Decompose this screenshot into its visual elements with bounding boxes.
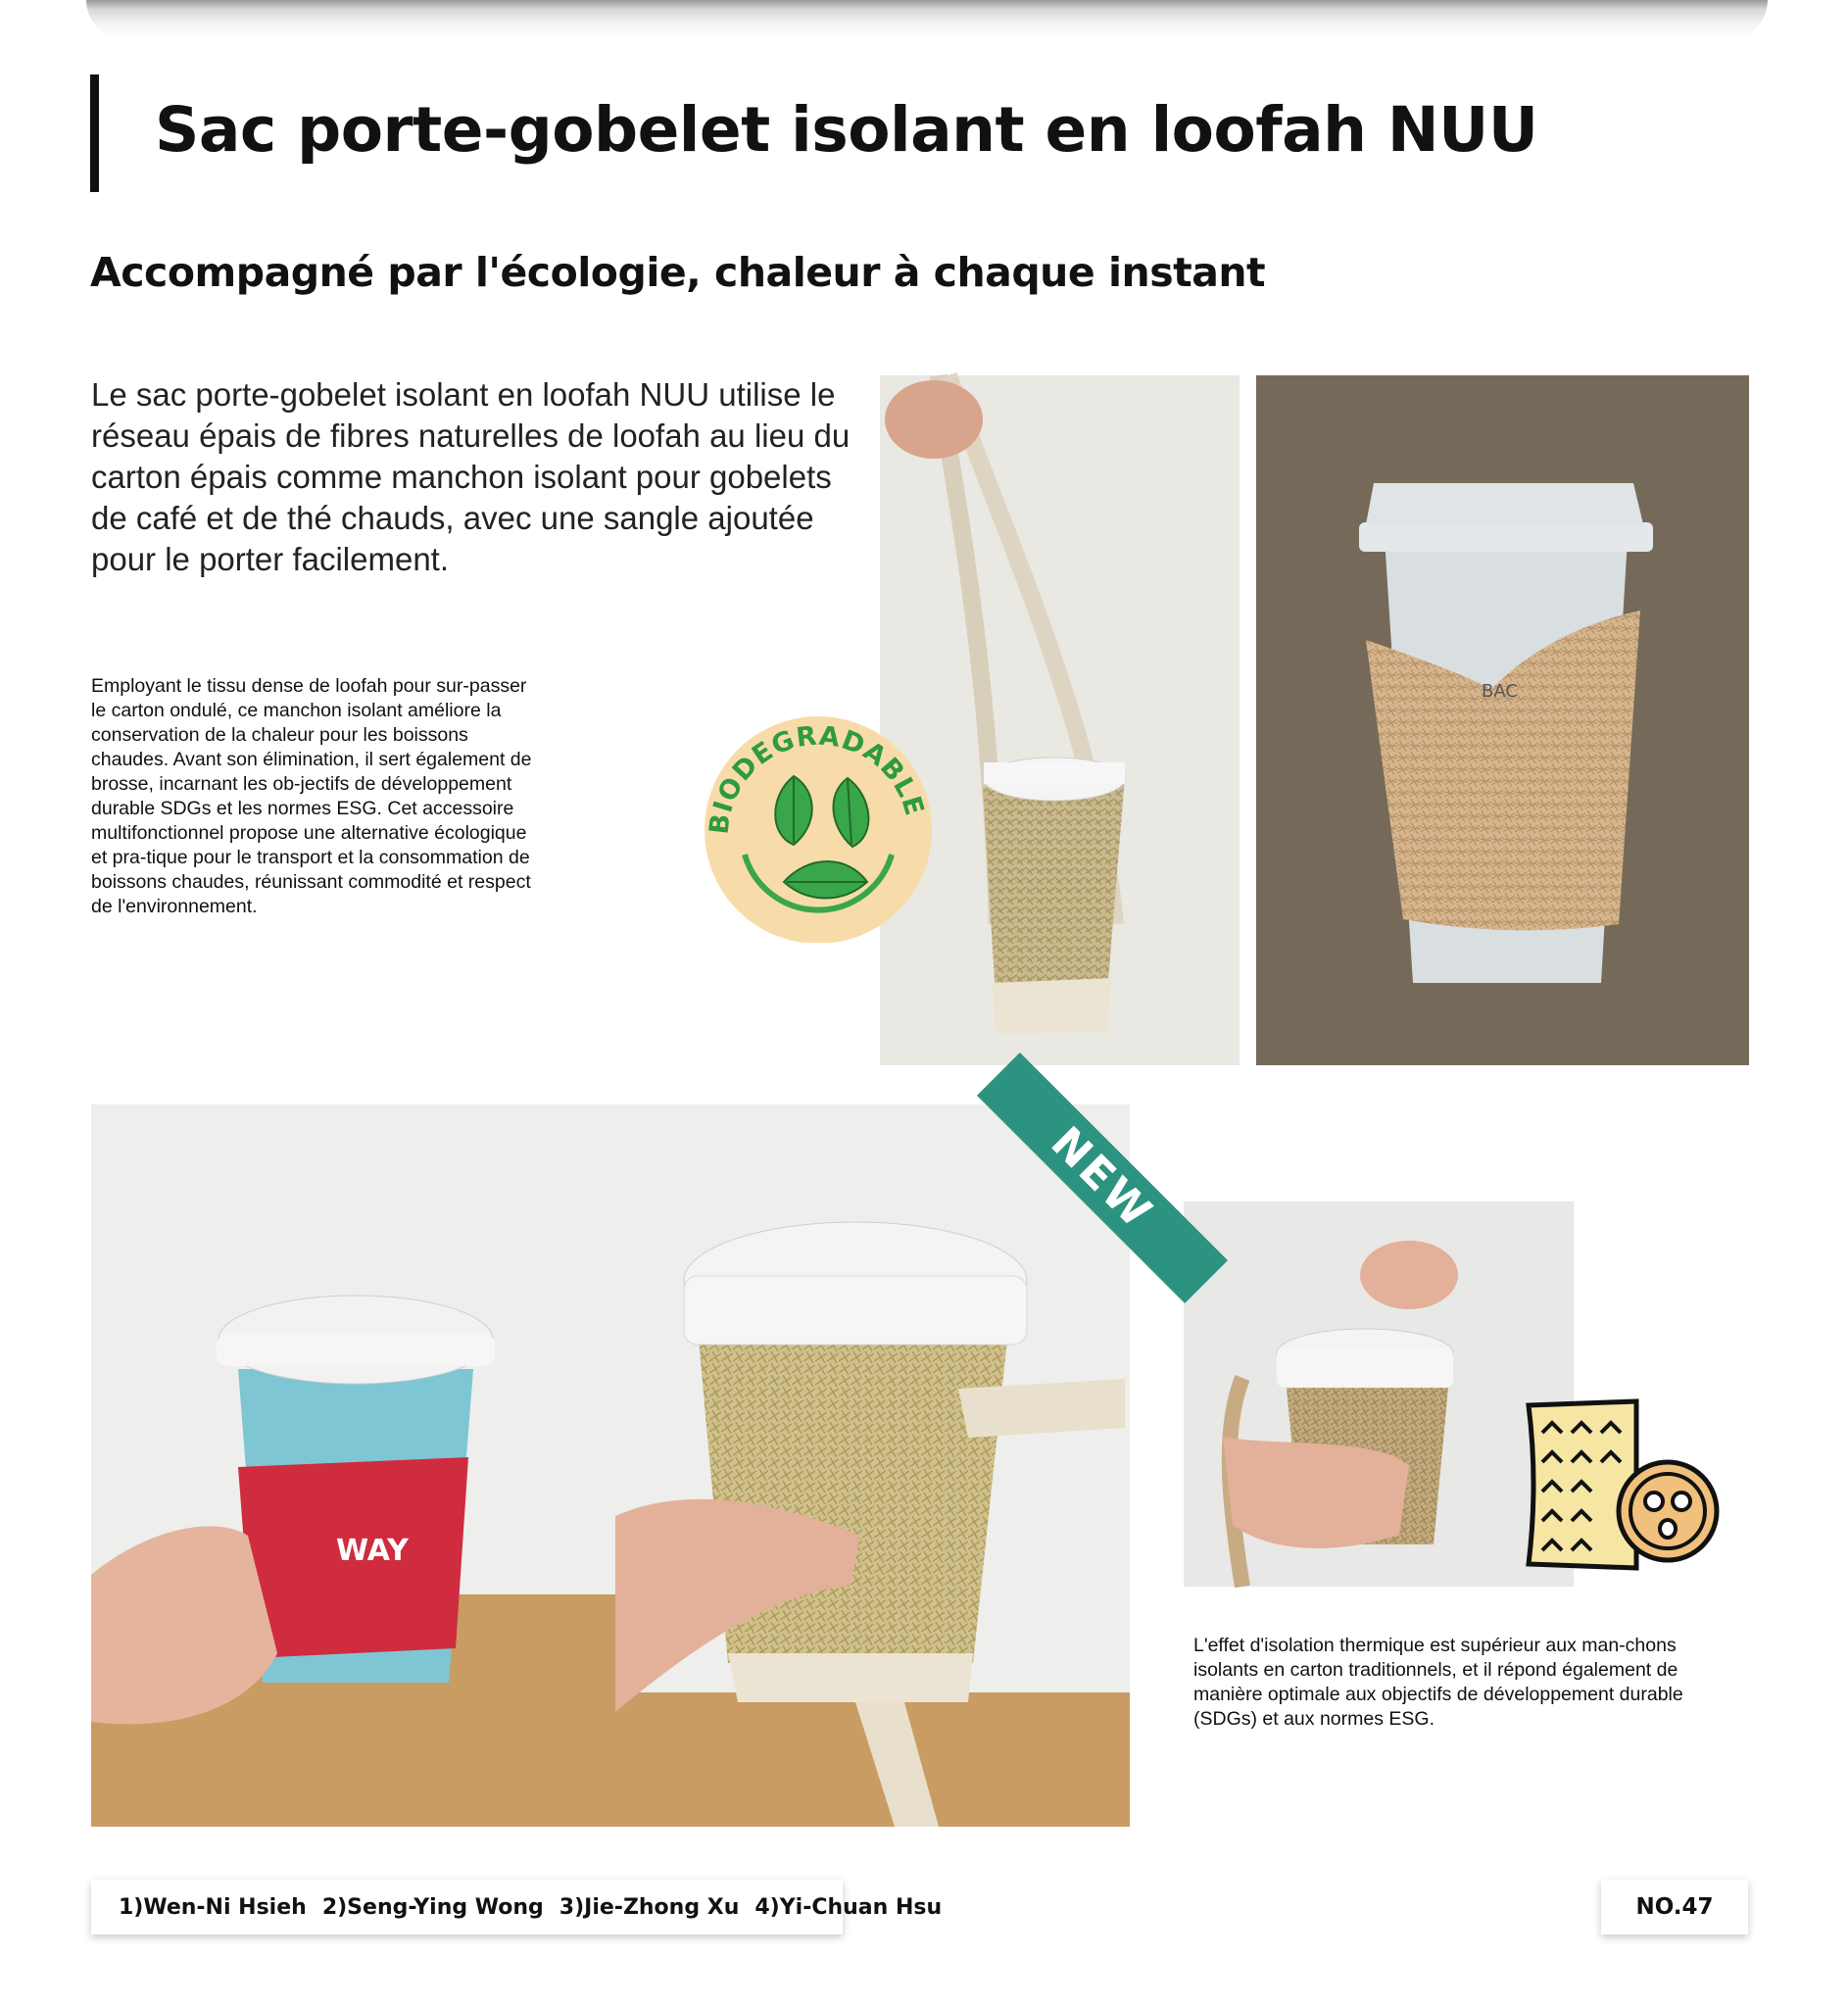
biodegradable-text: BIODEGRADABLE — [704, 720, 930, 836]
page-title: Sac porte-gobelet isolant en loofah NUU — [155, 94, 1538, 166]
body-paragraph: Employant le tissu dense de loofah pour sur-passer le carton ondulé, ce manchon isolant améliore la conservation de la chaleur pour les boissons chaudes. Avant son élimination, il sert également de brosse, incarnant les ob-jectifs de développement durable SDGs et les normes ESG. Cet accessoire multifonctionnel propose une alternative écologique et pra-tique pour le transport et la consommation de boissons chaudes, réunissant commodité et respect de l'environnement. — [91, 675, 532, 917]
credit-author-4: 4)Yi-Chuan Hsu — [754, 1894, 943, 1920]
photo-cardboard-sleeve — [91, 1104, 615, 1827]
credit-author-3: 3)Jie-Zhong Xu — [559, 1894, 740, 1920]
loofah-sponge-icon — [1521, 1395, 1722, 1572]
intro-paragraph: Le sac porte-gobelet isolant en loofah NUU utilise le réseau épais de fibres naturelles de loofah au lieu du carton épais comme manchon isolant pour gobelets de café et de thé chauds, avec une sangle ajoutée pour le porter facilement. — [91, 376, 851, 577]
cup-print-text: BAC — [1482, 681, 1518, 702]
photo-hand-opening-lid — [1184, 1201, 1574, 1587]
title-accent-bar — [90, 74, 99, 192]
page-number: NO.47 — [1601, 1880, 1748, 1934]
sleeve-brand-text: WAY — [336, 1534, 409, 1568]
photo-cup-with-sleeve — [1256, 375, 1749, 1065]
new-label: NEW — [1041, 1116, 1164, 1240]
caption-paragraph: L'effet d'isolation thermique est supérieur aux man-chons isolants en carton traditionnels, et il répond également de manière optimale aux objectifs de développement durable (SDGs) et aux normes ESG. — [1193, 1635, 1683, 1730]
page-subtitle: Accompagné par l'écologie, chaleur à chaque instant — [90, 249, 1266, 296]
credit-author-2: 2)Seng-Ying Wong — [321, 1894, 544, 1920]
credit-author-1: 1)Wen-Ni Hsieh — [119, 1894, 307, 1920]
new-ribbon-badge — [936, 1104, 1164, 1298]
top-shadow-decoration — [86, 0, 1768, 39]
credits-bar — [91, 1880, 943, 1934]
biodegradable-badge — [701, 708, 936, 943]
